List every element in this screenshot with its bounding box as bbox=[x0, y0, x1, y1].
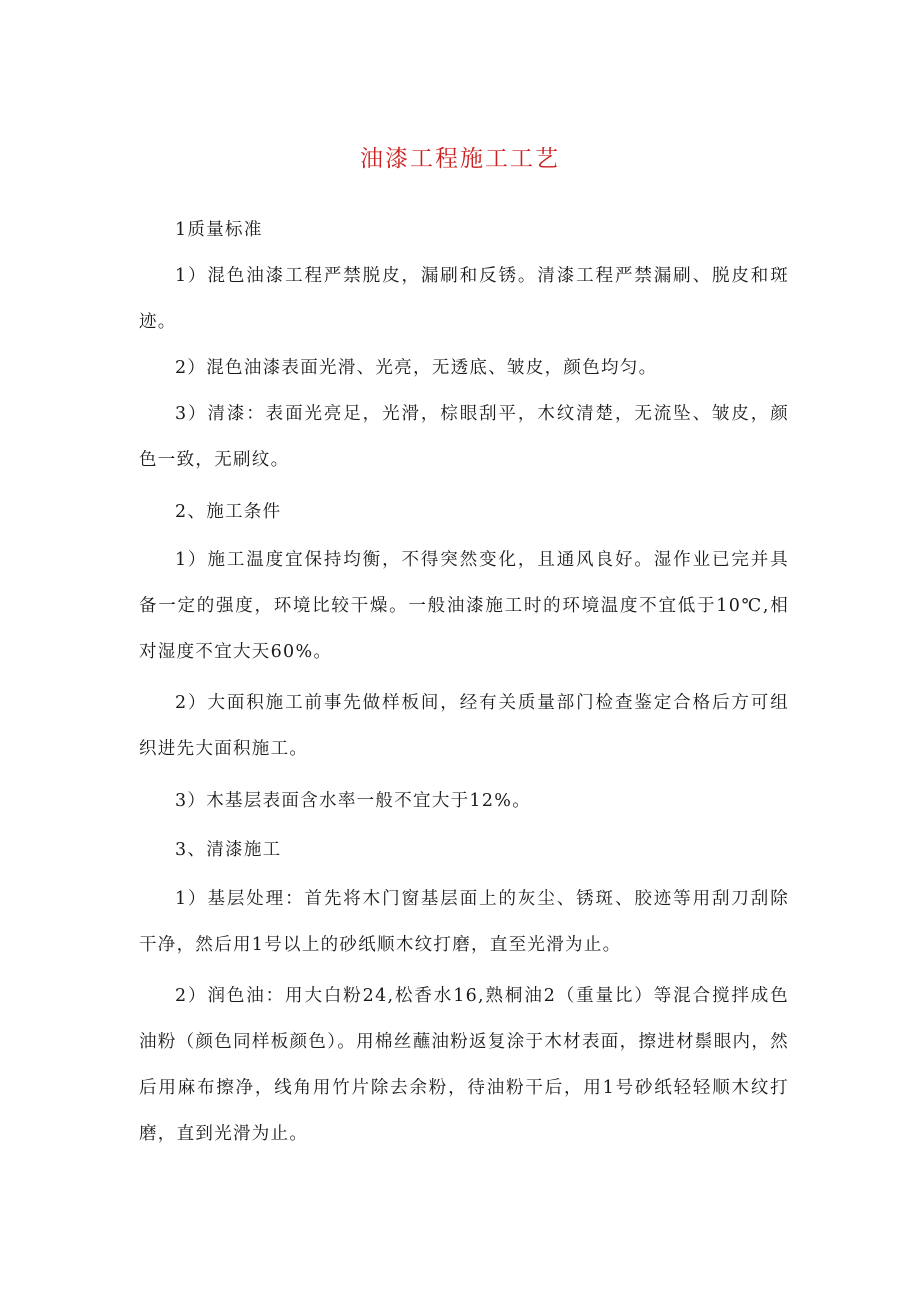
paragraph-quality-3: 3）清漆：表面光亮足，光滑，棕眼刮平，木纹清楚，无流坠、皱皮，颜色一致，无刷纹。 bbox=[139, 404, 789, 470]
paragraph-quality-1: 1）混色油漆工程严禁脱皮，漏刷和反锈。清漆工程严禁漏刷、脱皮和斑迹。 bbox=[139, 266, 789, 332]
paragraph-conditions-2: 2）大面积施工前事先做样板间，经有关质量部门检查鉴定合格后方可组织进先大面积施工。 bbox=[139, 693, 789, 759]
section-heading-conditions: 2、施工条件 bbox=[175, 502, 282, 522]
paragraph-conditions-1: 1）施工温度宜保持均衡，不得突然变化，且通风良好。湿作业已完并具备一定的强度，环境比较干燥。一般油漆施工时的环境温度不宜低于10℃,相对湿度不宜大天60%。 bbox=[139, 550, 789, 662]
paragraph-varnish-2: 2）润色油：用大白粉24,松香水16,熟桐油2（重量比）等混合搅拌成色油粉（颜色同样板颜色）。用棉丝蘸油粉返复涂于木材表面，擦进材鬃眼内，然后用麻布擦净，线角用竹片除去余粉，待油粉干后，用1号砂纸轻轻顺木纹打磨，直到光滑为止。 bbox=[139, 986, 789, 1144]
section-heading-quality: 1质量标准 bbox=[175, 220, 263, 240]
document-title: 油漆工程施工工艺 bbox=[360, 146, 560, 172]
paragraph-quality-2: 2）混色油漆表面光滑、光亮，无透底、皱皮，颜色均匀。 bbox=[175, 358, 658, 378]
section-heading-varnish: 3、清漆施工 bbox=[175, 840, 282, 860]
paragraph-varnish-1: 1）基层处理：首先将木门窗基层面上的灰尘、锈斑、胶迹等用刮刀刮除干净，然后用1号以上的砂纸顺木纹打磨，直至光滑为止。 bbox=[139, 889, 789, 955]
paragraph-conditions-3: 3）木基层表面含水率一般不宜大于12%。 bbox=[175, 791, 532, 811]
